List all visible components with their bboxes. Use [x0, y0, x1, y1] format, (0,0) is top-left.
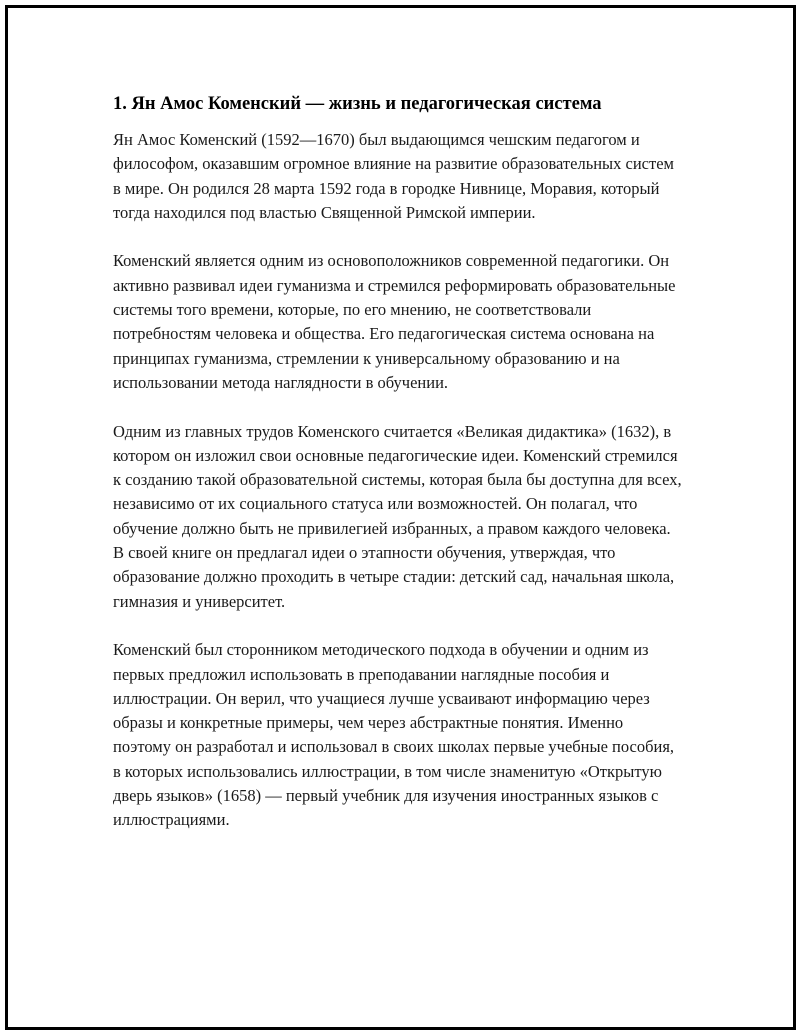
- paragraph-biography: Ян Амос Коменский (1592—1670) был выдающимся чешским педагогом и философом, оказавшим огромное влияние на развитие образовательных систем в мире. Он родился 28 марта 1592 года в городке Нивнице, Моравия, который тогда находился под властью Священной Римской империи.: [113, 130, 674, 222]
- section-heading: 1. Ян Амос Коменский — жизнь и педагогическая система: [113, 94, 602, 114]
- paragraph-visual-method: Коменский был сторонником методического подхода в обучении и одним из первых предложил использовать в преподавании наглядные пособия и иллюстрации. Он верил, что учащиеся лучше усваивают информацию через образы и конкретные примеры, чем через абстрактные понятия. Именно поэтому он разработал и использовал в своих школах первые учебные пособия, в которых использовались иллюстрации, в том числе знаменитую «Открытую дверь языков» (1658) — первый учебник для изучения иностранных языков с иллюстрациями.: [113, 640, 675, 830]
- paragraph-humanism: Коменский является одним из основоположников современной педагогики. Он активно развивал идеи гуманизма и стремился реформировать образовательные системы того времени, которые, по его мнению, не соответствовали потребностям человека и общества. Его педагогическая система основана на принципах гуманизма, стремлении к универсальному образованию и на использовании метода наглядности в обучении.: [113, 251, 676, 392]
- paragraph-great-didactic: Одним из главных трудов Коменского считается «Великая дидактика» (1632), в котором он изложил свои основные педагогические идеи. Коменский стремился к созданию такой образовательной системы, которая была бы доступна для всех, независимо от их социального статуса или возможностей. Он полагал, что обучение должно быть не привилегией избранных, а правом каждого человека. В своей книге он предлагал идеи о этапности обучения, утверждая, что образование должно проходить в четыре стадии: детский сад, начальная школа, гимназия и университет.: [113, 421, 682, 611]
- document-content: [113, 92, 683, 833]
